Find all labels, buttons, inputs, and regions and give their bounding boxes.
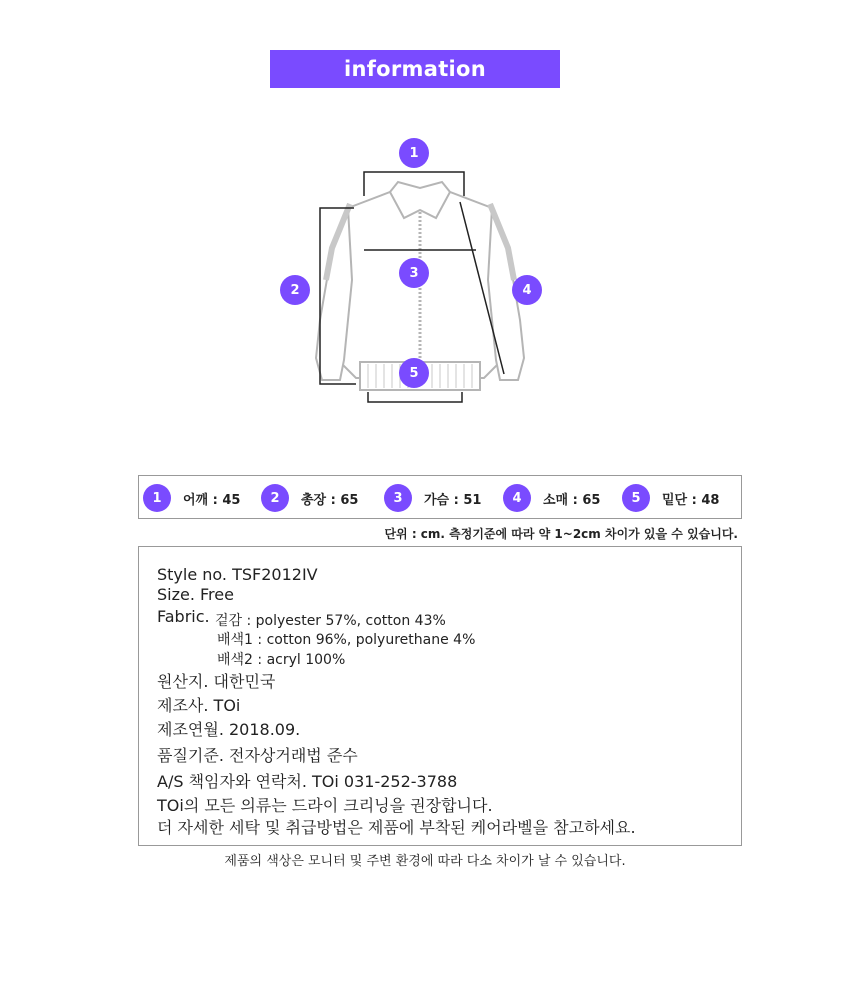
measurement-label: 소매 : 65	[543, 492, 601, 508]
badge-1: 1	[143, 484, 171, 512]
section-title: information	[270, 50, 560, 88]
fabric-line-2: 배색1 : cotton 96%, polyurethane 4%	[217, 632, 476, 648]
badge-2: 2	[261, 484, 289, 512]
badge-3: 3	[399, 258, 429, 288]
care-note-2: 더 자세한 세탁 및 취급방법은 제품에 부착된 케어라벨을 참고하세요.	[157, 818, 636, 837]
measurement-label: 밑단 : 48	[662, 492, 720, 508]
fabric-prefix: Fabric.	[157, 607, 210, 626]
measurement-shoulder	[143, 484, 240, 512]
as-contact: A/S 책임자와 연락처. TOi 031-252-3788	[157, 772, 458, 791]
fabric-line-1: 겉감 : polyester 57%, cotton 43%	[215, 613, 446, 629]
measurement-note: 단위 : cm. 측정기준에 따라 약 1~2cm 차이가 있을 수 있습니다.	[384, 527, 738, 541]
maker-info: 제조사. TOi	[157, 696, 241, 715]
badge-5: 5	[622, 484, 650, 512]
badge-4: 4	[503, 484, 531, 512]
measurement-label: 가슴 : 51	[424, 492, 482, 508]
badge-1: 1	[399, 138, 429, 168]
jacket-diagram	[270, 130, 570, 420]
badge-5: 5	[399, 358, 429, 388]
measurement-chest	[384, 484, 481, 512]
quality-standard: 품질기준. 전자상거래법 준수	[157, 746, 358, 765]
size-info: Size. Free	[157, 585, 234, 604]
measurement-label: 총장 : 65	[301, 492, 359, 508]
measurement-label: 어깨 : 45	[183, 492, 241, 508]
measurement-summary	[138, 475, 742, 519]
origin-info: 원산지. 대한민국	[157, 672, 276, 691]
color-disclaimer: 제품의 색상은 모니터 및 주변 환경에 따라 다소 차이가 날 수 있습니다.	[224, 854, 626, 869]
manufacture-date: 제조연월. 2018.09.	[157, 720, 301, 739]
measurement-hem	[622, 484, 719, 512]
style-number: Style no. TSF2012IV	[157, 565, 318, 584]
fabric-line-3: 배색2 : acryl 100%	[217, 652, 346, 668]
care-note-1: TOi의 모든 의류는 드라이 크리닝을 권장합니다.	[157, 796, 493, 815]
measurement-length	[261, 484, 358, 512]
badge-2: 2	[280, 275, 310, 305]
product-info-box	[138, 546, 742, 846]
badge-4: 4	[512, 275, 542, 305]
measurement-sleeve	[503, 484, 600, 512]
badge-3: 3	[384, 484, 412, 512]
